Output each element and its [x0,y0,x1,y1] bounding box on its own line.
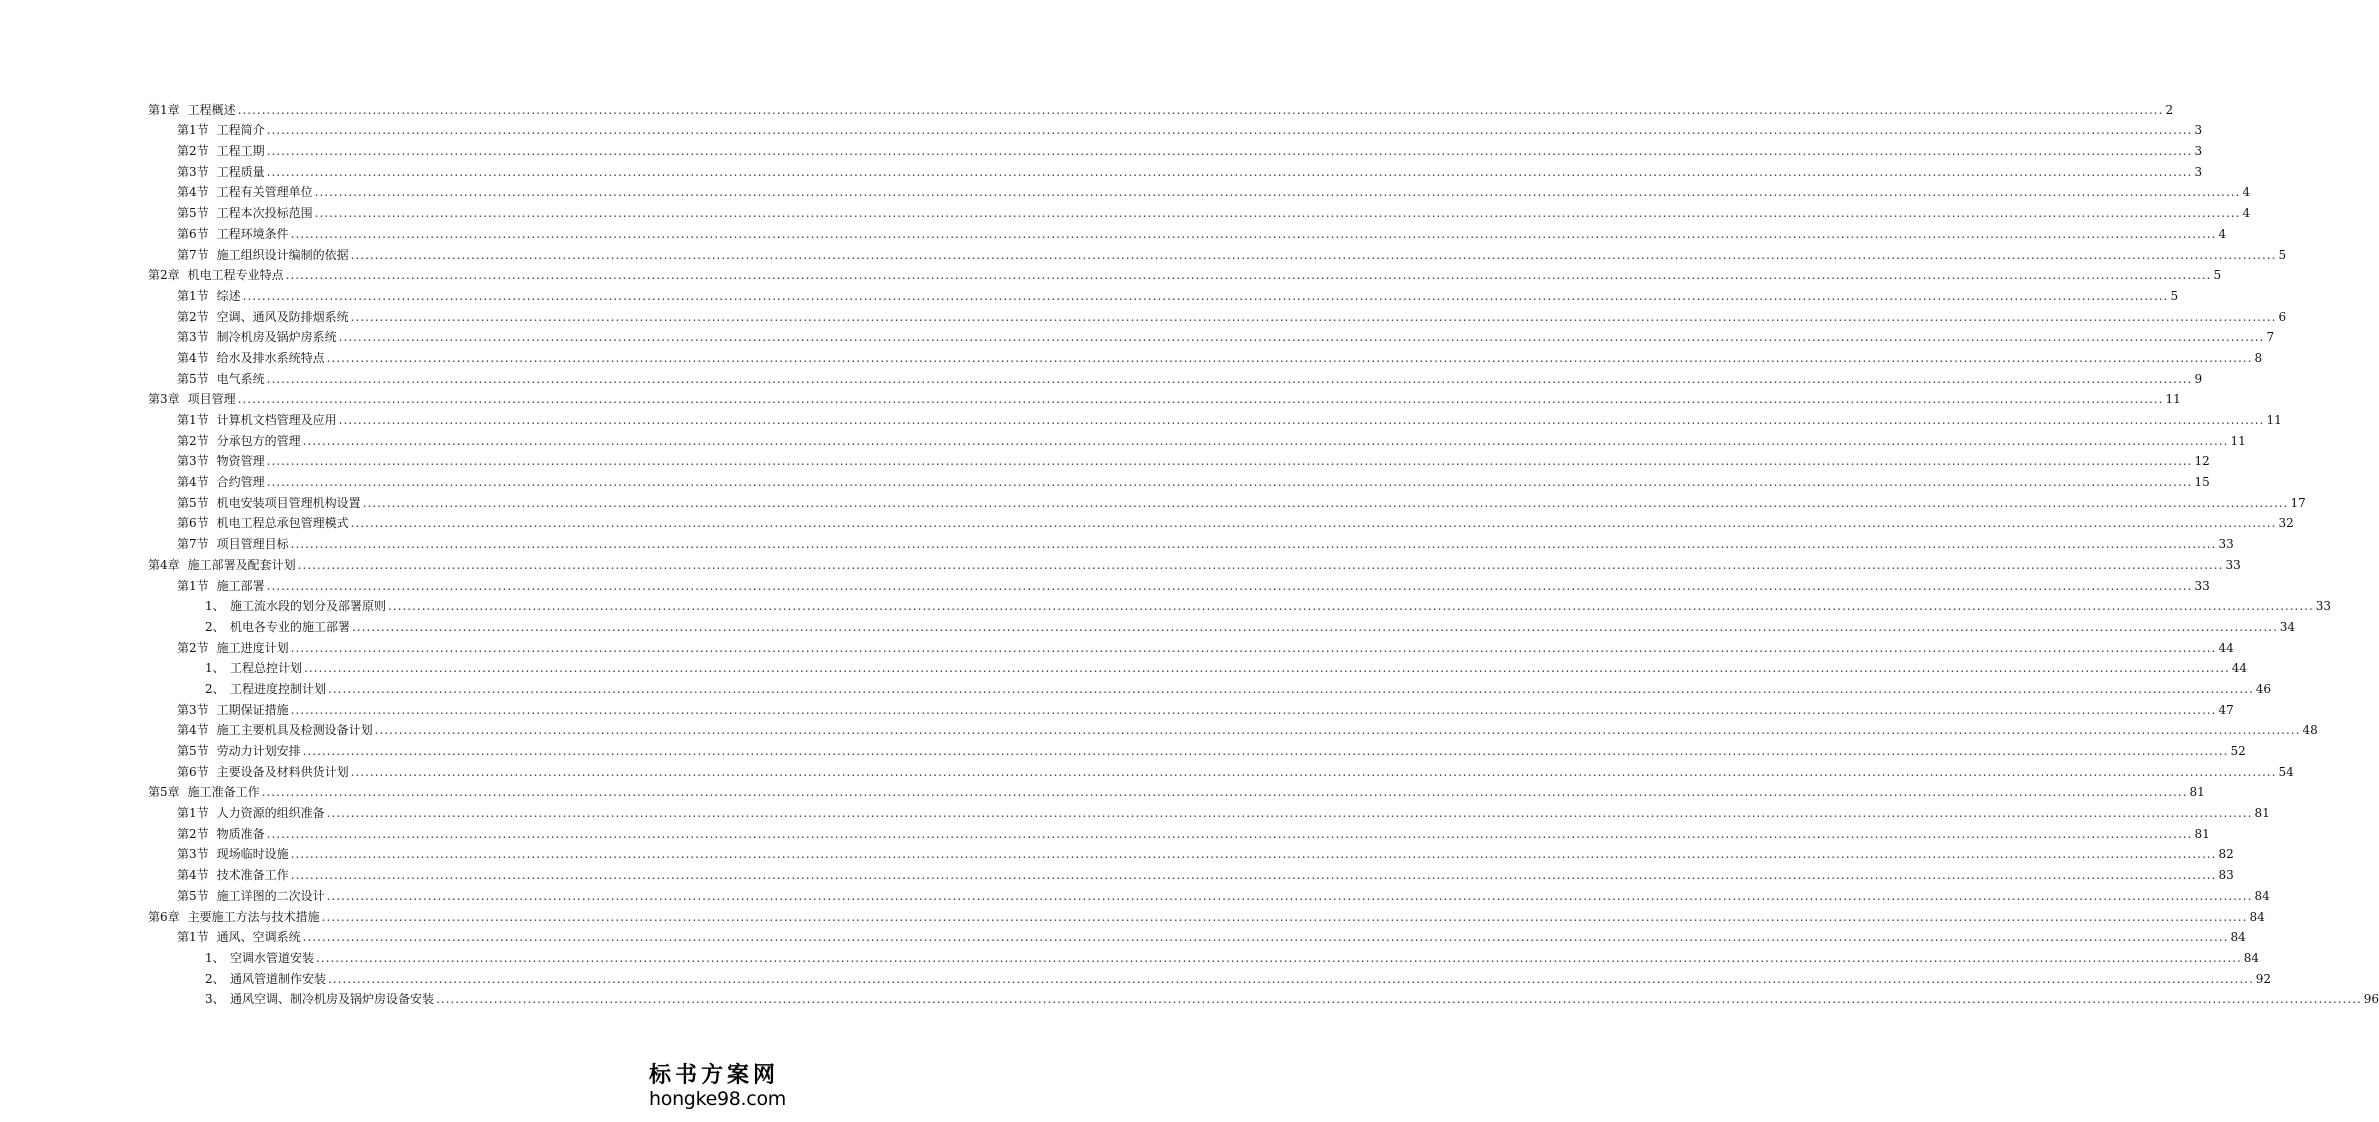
toc-entry-page-number: 11 [2165,392,2181,407]
toc-entry-page-number: 46 [2255,681,2272,696]
toc-entry-title: 技术准备工作 [216,868,289,883]
toc-entry-page-number: 5 [2278,247,2287,262]
toc-entry-title: 物资管理 [216,454,265,469]
toc-entry[interactable] [148,468,2210,490]
toc-entry-title: 通风空调、制冷机房及锅炉房设备安装 [230,992,435,1007]
toc-entry[interactable] [148,965,2272,986]
toc-dot-leader: ................................................................................................................................................................................................................................................................................................................................................................................................................ [266,826,2193,841]
toc-entry-number: 第1节 [177,413,209,427]
toc-dot-leader: ................................................................................................................................................................................................................................................................................................................................................................................................................ [266,164,2193,179]
toc-entry-number: 第7节 [177,247,209,262]
toc-entry-number: 第4节 [177,475,209,490]
toc-entry-page-number: 44 [2218,640,2234,655]
toc-entry[interactable] [148,344,2263,365]
toc-entry-number: 1、 [205,599,225,614]
toc-dot-leader: ................................................................................................................................................................................................................................................................................................................................................................................................................ [242,288,2169,303]
toc-dot-leader: ................................................................................................................................................................................................................................................................................................................................................................................................................ [266,371,2193,386]
toc-entry-page-number: 6 [2278,309,2287,324]
toc-entry-title: 工程有关管理单位 [216,185,313,200]
toc-entry[interactable] [148,944,2260,965]
toc-entry[interactable] [148,924,2246,945]
toc-entry-number: 第5节 [177,206,209,221]
toc-dot-leader: ................................................................................................................................................................................................................................................................................................................................................................................................................ [350,247,2277,262]
toc-entry-number: 第7节 [177,537,209,552]
toc-dot-leader: ................................................................................................................................................................................................................................................................................................................................................................................................................ [338,413,2265,427]
toc-entry[interactable] [148,779,2205,800]
toc-dot-leader: ................................................................................................................................................................................................................................................................................................................................................................................................................ [266,144,2193,159]
toc-dot-leader: ................................................................................................................................................................................................................................................................................................................................................................................................................ [328,681,2254,696]
toc-entry-number: 第3节 [177,702,209,717]
toc-dot-leader: ................................................................................................................................................................................................................................................................................................................................................................................................................ [290,847,2217,862]
toc-entry[interactable] [148,324,2275,345]
toc-entry-page-number: 11 [2230,433,2246,448]
toc-entry-page-number: 92 [2255,971,2272,986]
toc-entry[interactable] [148,406,2282,427]
toc-entry-title: 机电各专业的施工部署 [230,619,351,634]
toc-entry[interactable] [148,655,2248,676]
toc-entry[interactable] [148,593,2332,614]
toc-entry[interactable] [148,365,2203,386]
toc-entry-title: 计算机文档管理及应用 [216,413,337,427]
toc-entry-page-number: 8 [2254,350,2263,365]
toc-dot-leader: ................................................................................................................................................................................................................................................................................................................................................................................................................ [266,578,2193,593]
toc-dot-leader: ................................................................................................................................................................................................................................................................................................................................................................................................................ [350,309,2277,324]
toc-entry-number: 2、 [205,681,225,696]
toc-entry-page-number: 82 [2218,847,2234,862]
toc-entry[interactable] [148,820,2210,841]
toc-entry-page-number: 7 [2266,330,2275,345]
toc-entry[interactable] [148,241,2287,262]
toc-entry-page-number: 4 [2218,226,2227,241]
toc-entry-page-number: 5 [2170,288,2179,303]
toc-entry-number: 第4章 [148,557,180,572]
toc-entry-title: 工程质量 [216,164,265,179]
toc-dot-leader: ................................................................................................................................................................................................................................................................................................................................................................................................................ [362,495,2289,510]
toc-entry-page-number: 34 [2279,619,2296,634]
toc-entry[interactable] [148,717,2318,738]
toc-entry-title: 劳动力计划安排 [216,744,301,758]
toc-entry[interactable] [148,282,2179,303]
toc-entry-number: 第6章 [148,909,180,924]
toc-entry-title: 给水及排水系统特点 [216,350,325,365]
toc-entry-page-number: 3 [2194,144,2203,159]
toc-entry-title: 机电安装项目管理机构设置 [216,495,361,510]
toc-entry-page-number: 81 [2194,826,2210,841]
toc-entry-page-number: 2 [2165,102,2174,117]
toc-entry-title: 工期保证措施 [216,702,289,717]
toc-dot-leader: ................................................................................................................................................................................................................................................................................................................................................................................................................ [266,123,2193,138]
toc-dot-leader: ................................................................................................................................................................................................................................................................................................................................................................................................................ [436,992,2362,1007]
toc-entry-title: 综述 [216,288,241,303]
toc-entry-title: 通风管道制作安装 [230,971,327,986]
toc-entry-page-number: 84 [2230,930,2246,945]
toc-entry-number: 第1节 [177,930,209,945]
toc-entry-number: 第6节 [177,516,209,531]
toc-dot-leader: ................................................................................................................................................................................................................................................................................................................................................................................................................ [237,102,2164,117]
toc-entry-title: 通风、空调系统 [216,930,301,945]
toc-entry-number: 第3节 [177,330,209,345]
toc-entry-number: 第3节 [177,454,209,469]
toc-entry-number: 第4节 [177,868,209,883]
toc-entry-title: 施工主要机具及检测设备计划 [216,723,373,738]
toc-dot-leader: ................................................................................................................................................................................................................................................................................................................................................................................................................ [326,888,2253,903]
toc-dot-leader: ................................................................................................................................................................................................................................................................................................................................................................................................................ [338,330,2265,345]
toc-dot-leader: ................................................................................................................................................................................................................................................................................................................................................................................................................ [290,226,2217,241]
toc-entry-title: 分承包方的管理 [216,433,301,448]
toc-entry[interactable] [148,117,2203,138]
toc-entry-title: 工程简介 [216,123,265,138]
toc-dot-leader: ................................................................................................................................................................................................................................................................................................................................................................................................................ [350,516,2277,531]
toc-entry-number: 第3节 [177,847,209,862]
toc-entry[interactable] [148,386,2181,407]
toc-entry-title: 空调、通风及防排烟系统 [216,309,349,324]
toc-entry-page-number: 54 [2278,764,2294,779]
toc-entry[interactable] [148,799,2270,821]
toc-entry[interactable] [148,758,2294,779]
toc-entry-number: 1、 [205,950,225,965]
toc-entry-number: 第1节 [177,288,209,303]
toc-entry-number: 第5节 [177,495,209,510]
toc-dot-leader: ................................................................................................................................................................................................................................................................................................................................................................................................................ [290,868,2217,883]
toc-entry[interactable] [148,179,2251,200]
toc-entry-title: 电气系统 [216,371,265,386]
toc-entry-page-number: 84 [2249,909,2265,924]
toc-entry[interactable] [148,489,2306,510]
toc-entry-title: 主要设备及材料供货计划 [216,764,349,779]
site-watermark [649,1062,786,1110]
toc-entry-number: 第4节 [177,723,209,738]
toc-entry-title: 机电工程总承包管理模式 [216,516,349,531]
toc-entry-number: 第3章 [148,392,180,407]
toc-entry-page-number: 48 [2302,723,2318,738]
toc-entry-title: 空调水管道安装 [230,950,315,965]
toc-entry-page-number: 12 [2194,454,2210,469]
toc-entry-number: 第2节 [177,640,209,655]
toc-entry-page-number: 84 [2254,888,2270,903]
toc-entry-page-number: 33 [2194,578,2210,593]
toc-entry-title: 施工流水段的划分及部署原则 [230,599,387,614]
toc-entry-number: 第1节 [177,806,209,821]
toc-entry-number: 第5章 [148,785,180,800]
toc-entry[interactable] [148,510,2294,531]
toc-entry[interactable] [148,986,2379,1007]
toc-entry-number: 1、 [205,661,225,676]
toc-dot-leader: ................................................................................................................................................................................................................................................................................................................................................................................................................ [285,268,2212,283]
toc-dot-leader: ................................................................................................................................................................................................................................................................................................................................................................................................................ [297,557,2224,572]
toc-entry[interactable] [148,675,2272,696]
toc-entry-page-number: 5 [2213,268,2222,283]
toc-dot-leader: ................................................................................................................................................................................................................................................................................................................................................................................................................ [314,206,2241,221]
toc-dot-leader: ................................................................................................................................................................................................................................................................................................................................................................................................................ [314,185,2241,200]
toc-dot-leader: ................................................................................................................................................................................................................................................................................................................................................................................................................ [316,950,2242,965]
watermark-site-url: hongke98.com [649,1088,786,1110]
toc-entry-title: 施工组织设计编制的依据 [216,247,349,262]
toc-entry-number: 2、 [205,619,225,634]
toc-entry-title: 制冷机房及锅炉房系统 [216,330,337,345]
toc-entry[interactable] [148,137,2203,159]
toc-entry-page-number: 33 [2218,537,2234,552]
toc-dot-leader: ................................................................................................................................................................................................................................................................................................................................................................................................................ [266,475,2193,490]
toc-entry[interactable] [148,572,2210,593]
toc-entry[interactable] [148,427,2246,448]
toc-dot-leader: ................................................................................................................................................................................................................................................................................................................................................................................................................ [350,764,2277,779]
toc-entry-number: 第2章 [148,268,180,283]
toc-entry-page-number: 84 [2243,950,2260,965]
toc-dot-leader: ................................................................................................................................................................................................................................................................................................................................................................................................................ [302,433,2229,448]
toc-dot-leader: ................................................................................................................................................................................................................................................................................................................................................................................................................ [326,350,2253,365]
toc-entry-title: 物质准备 [216,826,265,841]
toc-entry-title: 工程工期 [216,144,265,159]
toc-entry[interactable] [148,220,2227,241]
toc-entry[interactable] [148,696,2234,717]
toc-entry-number: 第5节 [177,744,209,758]
toc-entry[interactable] [148,882,2270,903]
toc-entry-number: 第1章 [148,102,180,117]
watermark-site-name: 标书方案网 [649,1062,780,1088]
toc-entry-page-number: 33 [2315,599,2332,614]
toc-entry-number: 第2节 [177,826,209,841]
toc-entry-page-number: 44 [2231,661,2248,676]
toc-entry-number: 第5节 [177,371,209,386]
toc-entry-title: 工程进度控制计划 [230,681,327,696]
toc-entry-title: 工程概述 [187,102,236,117]
toc-entry-number: 第6节 [177,226,209,241]
toc-entry-number: 第6节 [177,764,209,779]
toc-entry[interactable] [148,303,2287,324]
toc-entry-page-number: 3 [2194,164,2203,179]
toc-entry-page-number: 17 [2290,495,2306,510]
toc-entry-title: 施工部署 [216,578,265,593]
toc-entry[interactable] [148,448,2210,469]
toc-dot-leader: ................................................................................................................................................................................................................................................................................................................................................................................................................ [321,909,2248,924]
toc-entry-page-number: 52 [2230,744,2246,758]
toc-entry-number: 第4节 [177,185,209,200]
toc-dot-leader: ................................................................................................................................................................................................................................................................................................................................................................................................................ [290,702,2217,717]
toc-entry[interactable] [148,551,2241,572]
toc-entry-title: 合约管理 [216,475,265,490]
toc-entry[interactable] [148,613,2296,634]
toc-entry-page-number: 4 [2242,206,2251,221]
toc-entry-title: 项目管理目标 [216,537,289,552]
toc-entry-page-number: 81 [2254,806,2270,821]
toc-entry-title: 现场临时设施 [216,847,289,862]
toc-dot-leader: ................................................................................................................................................................................................................................................................................................................................................................................................................ [352,619,2278,634]
toc-entry[interactable] [148,96,2174,117]
toc-entry-title: 项目管理 [187,392,236,407]
toc-dot-leader: ................................................................................................................................................................................................................................................................................................................................................................................................................ [388,599,2314,614]
toc-entry-title: 人力资源的组织准备 [216,806,325,821]
toc-entry-page-number: 32 [2278,516,2294,531]
toc-entry-page-number: 83 [2218,868,2234,883]
toc-entry-title: 施工进度计划 [216,640,289,655]
toc-entry-number: 第2节 [177,144,209,159]
toc-entry-number: 第3节 [177,164,209,179]
toc-entry-number: 第2节 [177,309,209,324]
toc-entry-title: 工程环境条件 [216,226,289,241]
toc-entry-number: 第1节 [177,578,209,593]
toc-entry[interactable] [148,861,2234,883]
toc-entry-page-number: 81 [2189,785,2205,800]
toc-entry-number: 3、 [205,992,225,1007]
toc-entry[interactable] [148,199,2251,221]
toc-dot-leader: ................................................................................................................................................................................................................................................................................................................................................................................................................ [290,640,2217,655]
toc-entry-page-number: 96 [2363,992,2379,1007]
toc-dot-leader: ................................................................................................................................................................................................................................................................................................................................................................................................................ [290,537,2217,552]
toc-dot-leader: ................................................................................................................................................................................................................................................................................................................................................................................................................ [266,454,2193,469]
toc-dot-leader: ................................................................................................................................................................................................................................................................................................................................................................................................................ [302,930,2229,945]
toc-entry-title: 施工详图的二次设计 [216,888,325,903]
toc-dot-leader: ................................................................................................................................................................................................................................................................................................................................................................................................................ [304,661,2230,676]
toc-entry-number: 2、 [205,971,225,986]
toc-entry-page-number: 3 [2194,123,2203,138]
toc-entry-title: 施工准备工作 [187,785,260,800]
table-of-contents [148,96,2379,1007]
toc-dot-leader: ................................................................................................................................................................................................................................................................................................................................................................................................................ [261,785,2188,800]
toc-entry-number: 第4节 [177,350,209,365]
toc-entry-title: 工程本次投标范围 [216,206,313,221]
toc-entry-title: 工程总控计划 [230,661,303,676]
toc-entry-page-number: 4 [2242,185,2251,200]
toc-entry[interactable] [148,530,2234,552]
toc-entry-number: 第5节 [177,888,209,903]
toc-entry[interactable] [148,634,2234,655]
toc-entry[interactable] [148,903,2265,924]
toc-entry-page-number: 11 [2266,413,2282,427]
toc-dot-leader: ................................................................................................................................................................................................................................................................................................................................................................................................................ [237,392,2164,407]
toc-dot-leader: ................................................................................................................................................................................................................................................................................................................................................................................................................ [328,971,2254,986]
toc-entry[interactable] [148,737,2246,758]
toc-entry[interactable] [148,158,2203,179]
toc-dot-leader: ................................................................................................................................................................................................................................................................................................................................................................................................................ [302,744,2229,758]
toc-entry-number: 第2节 [177,433,209,448]
toc-entry-page-number: 47 [2218,702,2234,717]
toc-entry-page-number: 33 [2225,557,2241,572]
toc-entry[interactable] [148,841,2234,862]
toc-entry-title: 施工部署及配套计划 [187,557,296,572]
toc-dot-leader: ................................................................................................................................................................................................................................................................................................................................................................................................................ [374,723,2301,738]
toc-entry-page-number: 15 [2194,475,2210,490]
toc-entry-title: 机电工程专业特点 [187,268,284,283]
toc-entry-number: 第1节 [177,123,209,138]
toc-entry[interactable] [148,262,2222,283]
toc-entry-title: 主要施工方法与技术措施 [187,909,320,924]
toc-entry-page-number: 9 [2194,371,2203,386]
toc-dot-leader: ................................................................................................................................................................................................................................................................................................................................................................................................................ [326,806,2253,821]
